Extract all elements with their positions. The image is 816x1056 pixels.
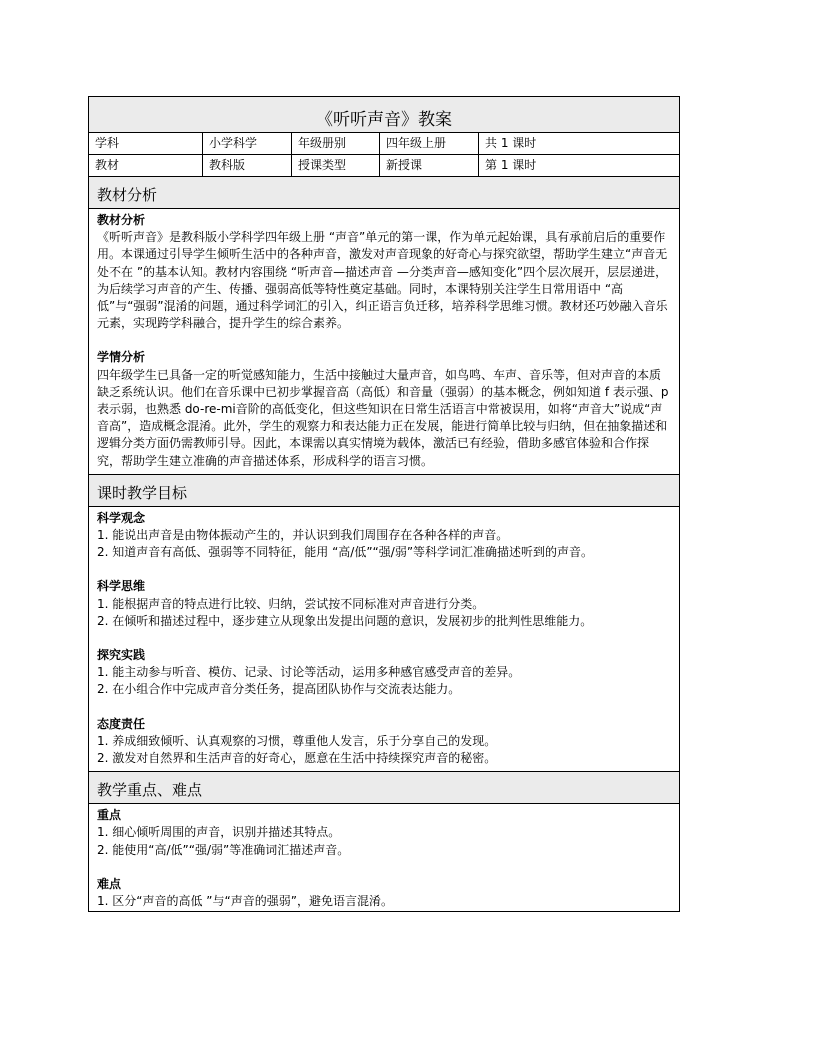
list-item: 2. 能使用“高/低”“强/弱”等准确词汇描述声音。 <box>97 842 350 857</box>
info-row-1 <box>89 133 679 155</box>
section-heading-keypoints: 教学重点、难点 <box>89 772 679 804</box>
list-item: 2. 知道声音有高低、强弱等不同特征，能用 “高/低”“强/弱”等科学词汇准确描述听到的声音。 <box>97 545 594 560</box>
subheading: 重点 <box>97 808 122 823</box>
document-title: 《听听声音》教案 <box>316 110 452 130</box>
subheading: 态度责任 <box>97 716 146 731</box>
paragraph: 四年级学生已具备一定的听觉感知能力，生活中接触过大量声音，如鸟鸣、车声、音乐等，但对声音的本质缺乏系统认识。他们在音乐课中已初步掌握音高（高低）和音量（强弱）的基本概念，例如知道 f 表示强、p 表示弱，也熟悉 do-re-mi音阶的高低变化，但这些知识在日常生活语言中常被误用，如将“声音大”说成“声音高”，造成概念混淆。此外，学生的观察力和表达能力正在发展，能进行简单比较与归纳，但在抽象描述和逻辑分类方面仍需教师引导。因此，本课需以真实情境为载体，激活已有经验，借助多感官体验和合作探究，帮助学生建立准确的声音描述体系，形成科学的语言习惯。 <box>97 367 669 468</box>
list-item: 1. 能主动参与听音、模仿、记录、讨论等活动，运用多种感官感受声音的差异。 <box>97 665 521 680</box>
subheading: 学情分析 <box>97 350 146 365</box>
list-item: 1. 能说出声音是由物体振动产生的，并认识到我们周围存在各种各样的声音。 <box>97 528 509 543</box>
info-cell: 教科版 <box>203 155 292 176</box>
section-heading-analysis: 教材分析 <box>89 177 679 209</box>
section-body-goals <box>89 507 679 772</box>
info-cell: 小学科学 <box>203 133 292 154</box>
info-cell: 共 1 课时 <box>485 136 537 150</box>
list-item: 2. 在倾听和描述过程中，逐步建立从现象出发提出问题的意识，发展初步的批判性思维能力。 <box>97 613 593 628</box>
section-body-keypoints <box>89 804 679 911</box>
list-item: 2. 激发对自然界和生活声音的好奇心，愿意在生活中持续探究声音的秘密。 <box>97 751 497 766</box>
section-body-analysis <box>89 209 679 475</box>
list-item: 1. 能根据声音的特点进行比较、归纳，尝试按不同标准对声音进行分类。 <box>97 596 485 611</box>
info-cell: 学科 <box>89 133 203 154</box>
info-cell: 教材 <box>89 155 203 176</box>
subheading: 探究实践 <box>97 648 146 663</box>
info-cell: 四年级上册 <box>380 133 479 154</box>
subheading: 科学观念 <box>97 510 146 525</box>
subheading: 难点 <box>97 876 122 891</box>
info-cell: 新授课 <box>380 155 479 176</box>
list-item: 1. 区分“声音的高低 ”与“声音的强弱”，避免语言混淆。 <box>97 894 393 909</box>
list-item: 2. 在小组合作中完成声音分类任务，提高团队协作与交流表达能力。 <box>97 682 461 697</box>
info-cell: 授课类型 <box>292 155 380 176</box>
info-cell: 年级册别 <box>292 133 380 154</box>
list-item: 1. 细心倾听周围的声音，识别并描述其特点。 <box>97 825 341 840</box>
paragraph: 《听听声音》是教科版小学科学四年级上册 “声音”单元的第一课，作为单元起始课，具有承前启后的重要作用。本课通过引导学生倾听生活中的各种声音，激发对声音现象的好奇心与探究欲望，帮助学生建立“声音无处不在 ”的基本认知。教材内容围绕 “听声音—描述声音 —分类声音—感知变化”四个层次展开，层层递进，为后续学习声音的产生、传播、强弱高低等特性奠定基础。同时，本课特别关注学生日常用语中 “高低”与“强弱”混淆的问题，通过科学词汇的引入，纠正语言负迁移，培养科学思维习惯。教材还巧妙融入音乐元素，实现跨学科融合，提升学生的综合素养。 <box>97 230 668 331</box>
info-cell: 第 1 课时 <box>485 158 537 172</box>
title-row <box>89 97 679 133</box>
lesson-plan-table <box>88 96 680 912</box>
list-item: 1. 养成细致倾听、认真观察的习惯，尊重他人发言，乐于分享自己的发现。 <box>97 733 497 748</box>
subheading: 科学思维 <box>97 579 146 594</box>
info-row-2 <box>89 155 679 177</box>
subheading: 教材分析 <box>97 213 146 227</box>
section-heading-goals: 课时教学目标 <box>89 475 679 507</box>
